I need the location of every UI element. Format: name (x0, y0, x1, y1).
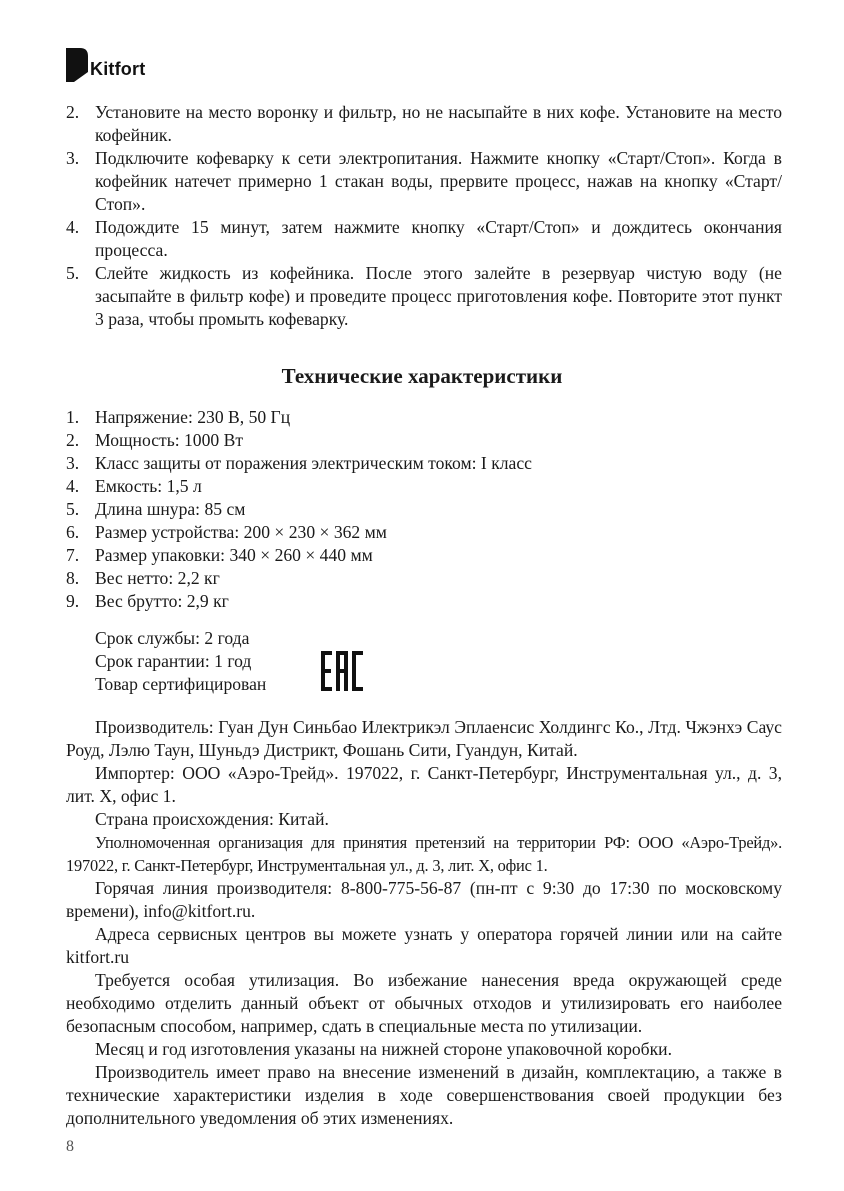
service-info (95, 627, 266, 696)
kitfort-logo-icon (66, 48, 88, 82)
warranty: Срок гарантии: 1 год (95, 651, 252, 671)
service-life: Срок службы: 2 года (95, 628, 250, 648)
list-item: 3. Подключите кофеварку к сети электропитания. Нажмите кнопку «Старт/Стоп». Когда в кофейник натечет примерно 1 стакан воды, прервите процесс, нажав на кнопку «Старт/Стоп». (66, 148, 782, 214)
changes-info: Производитель имеет право на внесение изменений в дизайн, комплектацию, а также в технические характеристики изделия в ходе совершенствования своей продукции без дополнительного уведомления об этих изменениях. (66, 1062, 782, 1128)
list-item: 4. Подождите 15 минут, затем нажмите кнопку «Старт/Стоп» и дождитесь окончания процесса. (66, 217, 782, 260)
list-item: 5. Длина шнура: 85 см (66, 499, 246, 519)
legal-info (66, 716, 782, 1130)
list-item: 2. Мощность: 1000 Вт (66, 430, 244, 450)
specs-list (66, 406, 782, 613)
manufacture-date-info: Месяц и год изготовления указаны на нижней стороне упаковочной коробки. (95, 1039, 672, 1059)
list-item: 8. Вес нетто: 2,2 кг (66, 568, 220, 588)
manufacturer-info: Производитель: Гуан Дун Синьбао Илектрикэл Эплаенсис Холдингс Ко., Лтд. Чжэнхэ Саус Роуд, Лэлю Таун, Шуньдэ Дистрикт, Фошань Сити, Гуандун, Китай. (66, 717, 782, 760)
brand-logo (66, 48, 145, 82)
authorized-org-info: Уполномоченная организация для принятия претензий на территории РФ: ООО «Аэро-Трейд». 197022, г. Санкт-Петербург, Инструментальная ул., д. 3, лит. Х, офис 1. (66, 833, 782, 875)
cleaning-steps (66, 101, 782, 331)
service-centers-info: Адреса сервисных центров вы можете узнать у оператора горячей линии или на сайте kitfort.ru (66, 924, 782, 967)
brand-name: Kitfort (90, 59, 146, 79)
list-item: 1. Напряжение: 230 В, 50 Гц (66, 407, 291, 427)
hotline-info: Горячая линия производителя: 8-800-775-56-87 (пн-пт с 9:30 до 17:30 по московскому времени), info@kitfort.ru. (66, 878, 782, 921)
list-item: 6. Размер устройства: 200 × 230 × 362 мм (66, 522, 387, 542)
list-item: 2. Установите на место воронку и фильтр, но не насыпайте в них кофе. Установите на место кофейник. (66, 102, 782, 145)
list-item: 3. Класс защиты от поражения электрическим током: I класс (66, 453, 532, 473)
section-title: Технические характеристики (281, 364, 563, 388)
certified: Товар сертифицирован (95, 674, 267, 694)
list-item: 9. Вес брутто: 2,9 кг (66, 591, 229, 611)
list-item: 5. Слейте жидкость из кофейника. После этого залейте в резервуар чистую воду (не засыпайте в фильтр кофе) и проведите процесс приготовления кофе. Повторите этот пункт 3 раза, чтобы промыть кофеварку. (66, 263, 782, 329)
eac-mark-icon (321, 651, 363, 696)
disposal-info: Требуется особая утилизация. Во избежание нанесения вреда окружающей среде необходимо отделить данный объект от обычных отходов и утилизировать его наиболее безопасным способом, например, сдать в специальные места по утилизации. (66, 970, 782, 1036)
country-info: Страна происхождения: Китай. (95, 809, 329, 829)
list-item: 7. Размер упаковки: 340 × 260 × 440 мм (66, 545, 373, 565)
importer-info: Импортер: ООО «Аэро-Трейд». 197022, г. Санкт-Петербург, Инструментальная ул., д. 3, лит. Х, офис 1. (66, 763, 782, 806)
page-number: 8 (66, 1138, 74, 1155)
list-item: 4. Емкость: 1,5 л (66, 476, 202, 496)
